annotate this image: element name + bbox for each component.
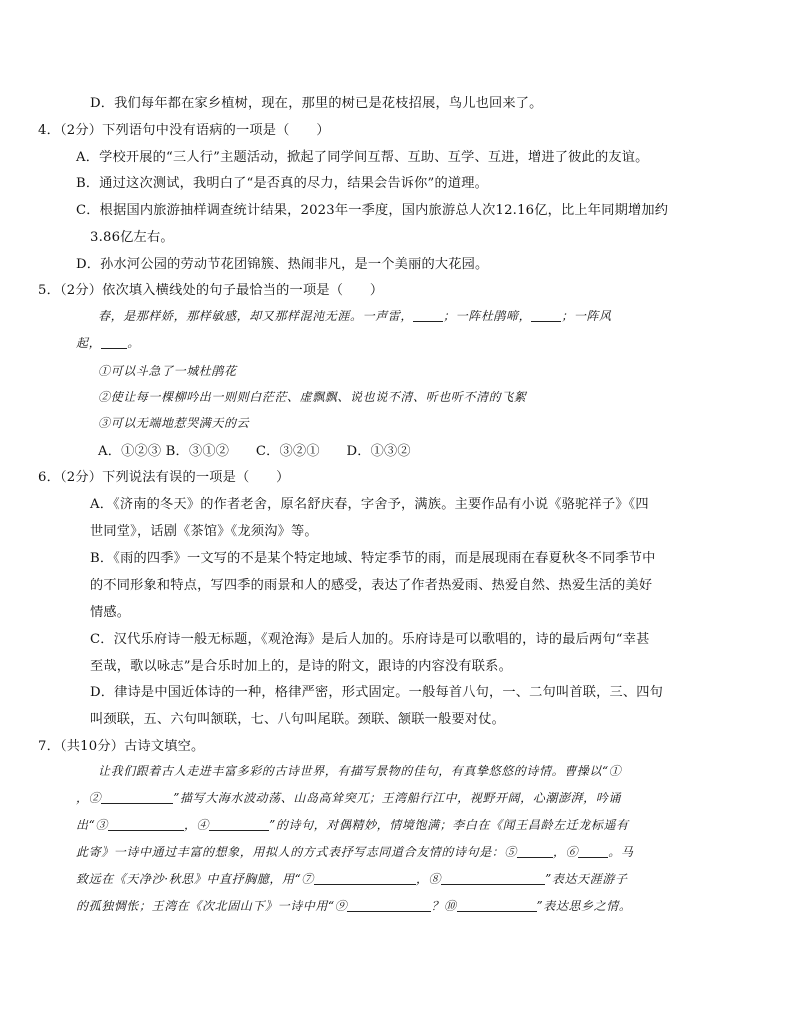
q4-option-c-line1: C．根据国内旅游抽样调查统计结果，2023年一季度，国内旅游总人次12.16亿，比上年同期增加约 [76, 203, 669, 218]
blank-2[interactable] [531, 308, 561, 322]
q5-passage-line2: 起， 。 [76, 336, 140, 350]
blank-7[interactable] [314, 871, 416, 885]
blank-3[interactable] [108, 817, 184, 831]
q6-stem: 6．（2分）下列说法有误的一项是（ ） [38, 470, 290, 485]
blank-1[interactable] [413, 308, 443, 322]
q4-option-d: D．孙水河公园的劳动节花团锦簇、热闹非凡，是一个美丽的大花园。 [76, 257, 489, 272]
q3-option-d: D．我们每年都在家乡植树，现在，那里的树已是花枝招展，鸟儿也回来了。 [90, 96, 543, 111]
q6-option-c-line1: C．汉代乐府诗一般无标题，《观沧海》是后人加的。乐府诗是可以歌唱的，诗的最后两句“幸甚 [90, 632, 650, 647]
q5-option-3: ③可以无端地惹哭满天的云 [98, 416, 250, 430]
q5-answer-options: A．①②③ B．③①② C．③②① D．①③② [98, 444, 411, 459]
blank-8[interactable] [441, 871, 545, 885]
q5-stem: 5．（2分）依次填入横线处的句子最恰当的一项是（ ） [38, 283, 384, 298]
q6-option-a-line2: 世同堂》，话剧《茶馆》《龙须沟》等。 [90, 524, 318, 539]
q6-option-d-line1: D．律诗是中国近体诗的一种，格律严密，形式固定。一般每首八句，一、二句叫首联，三、四句 [90, 685, 664, 700]
blank-10[interactable] [457, 898, 537, 912]
blank-9[interactable] [347, 898, 431, 912]
q4-option-a: A．学校开展的“三人行”主题活动，掀起了同学间互帮、互助、互学、互进，增进了彼此的友谊。 [76, 150, 649, 165]
q7-passage-line6: 的孤独惆怅；王湾在《次北固山下》一诗中用“⑨ ？⑩ ”表达思乡之情。 [76, 899, 632, 913]
q7-passage-line4: 此寄》一诗中通过丰富的想象，用拟人的方式表抒写志同道合友情的诗句是：⑤ ，⑥ 。马 [76, 845, 634, 859]
q6-option-b-line3: 情感。 [90, 605, 131, 620]
q7-passage-line1: 让我们跟着古人走进丰富多彩的古诗世界，有描写景物的佳句，有真挚悠悠的诗情。曹操以“① [98, 764, 622, 778]
q6-option-b-line1: B．《雨的四季》一文写的不是某个特定地域、特定季节的雨，而是展现雨在春夏秋冬不同季节中 [90, 551, 656, 566]
blank-2[interactable] [101, 790, 173, 804]
q7-passage-line2: ，② ”描写大海水波动荡、山岛高耸突兀；王湾船行江中，视野开阔，心潮澎湃，吟诵 [76, 791, 621, 805]
q7-passage-line3: 出“③ ，④ ”的诗句，对偶精妙，情境饱满；李白在《闻王昌龄左迁龙标遥有 [76, 818, 629, 832]
q7-passage-line5: 致远在《天净沙·秋思》中直抒胸臆，用“⑦ ，⑧ ”表达天涯游子 [76, 872, 628, 886]
q4-option-b: B．通过这次测试，我明白了“是否真的尽力，结果会告诉你”的道理。 [76, 176, 489, 191]
blank-3[interactable] [101, 335, 127, 349]
q7-stem: 7．（共10分）古诗文填空。 [38, 739, 205, 754]
q5-option-2: ②使让每一棵柳吟出一则则白茫茫、虚飘飘、说也说不清、听也听不清的飞絮 [98, 390, 527, 404]
blank-4[interactable] [209, 817, 269, 831]
q6-option-b-line2: 的不同形象和特点，写四季的雨景和人的感受，表达了作者热爱雨、热爱自然、热爱生活的美好 [90, 578, 653, 593]
q4-stem: 4．（2分）下列语句中没有语病的一项是（ ） [38, 123, 330, 138]
q6-option-a-line1: A．《济南的冬天》的作者老舍，原名舒庆春，字舍予，满族。主要作品有小说《骆驼祥子》《四 [90, 497, 649, 512]
q5-option-1: ①可以斗急了一城杜鹃花 [98, 364, 237, 378]
blank-6[interactable] [578, 844, 608, 858]
q5-passage-line1: 春，是那样娇，那样敏感，却又那样混沌无涯。一声雷， ；一阵杜鹃啼， ；一阵风 [98, 309, 612, 323]
q6-option-d-line2: 叫颈联，五、六句叫颔联，七、八句叫尾联。颈联、颔联一般要对仗。 [90, 712, 506, 727]
blank-5[interactable] [517, 844, 553, 858]
q6-option-c-line2: 至哉，歌以咏志”是合乐时加上的，是诗的附文，跟诗的内容没有联系。 [90, 659, 512, 674]
q4-option-c-line2: 3.86亿左右。 [90, 230, 174, 245]
